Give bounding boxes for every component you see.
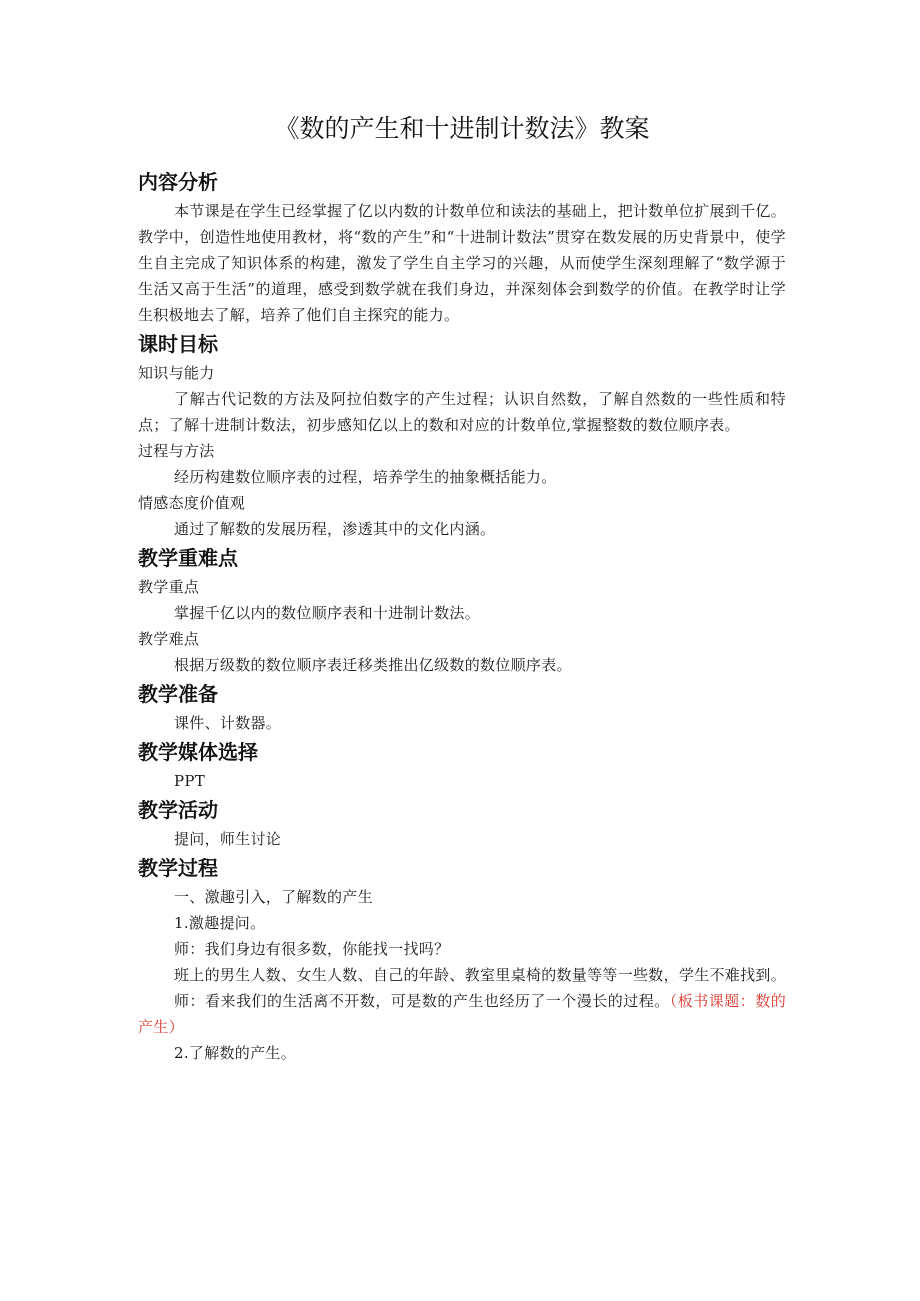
paragraph-preparation: 课件、计数器。 [174,714,282,732]
heading-activity: 教学活动 [138,798,218,822]
document-body [138,166,786,1066]
label-difficulty: 教学难点 [138,630,200,648]
heading-objectives: 课时目标 [138,332,218,356]
heading-media: 教学媒体选择 [138,740,258,764]
label-process-method: 过程与方法 [138,442,215,460]
teacher-remark-text: 师：看来我们的生活离不开数，可是数的产生也经历了一个漫长的过程。 [174,992,670,1010]
paragraph-difficulty: 根据万级数的数位顺序表迁移类推出亿级数的数位顺序表。 [174,656,572,674]
paragraph-media: PPT [174,772,206,790]
paragraph-student-answer: 班上的男生人数、女生人数、自己的年龄、教室里桌椅的数量等等一些数，学生不难找到。 [174,966,787,984]
paragraph-teacher-remark [138,988,786,1040]
heading-process: 教学过程 [138,856,218,880]
paragraph-step1-1: 1.激趣提问。 [174,914,266,932]
paragraph-emotion: 通过了解数的发展历程，渗透其中的文化内涵。 [174,520,496,538]
label-focus: 教学重点 [138,578,200,596]
heading-content-analysis: 内容分析 [138,170,218,194]
document-title: 《数的产生和十进制计数法》教案 [274,114,650,143]
paragraph-activity: 提问，师生讨论 [174,830,282,848]
paragraph-teacher-question: 师：我们身边有很多数，你能找一找吗？ [174,940,450,958]
label-emotion: 情感态度价值观 [138,494,246,512]
board-note: （板书课题：数的产生） [138,992,786,1036]
paragraph-process-method: 经历构建数位顺序表的过程，培养学生的抽象概括能力。 [174,468,557,486]
paragraph-step1-2: 2.了解数的产生。 [174,1044,297,1062]
label-knowledge: 知识与能力 [138,364,215,382]
paragraph-step1: 一、激趣引入，了解数的产生 [174,888,373,906]
heading-preparation: 教学准备 [138,682,218,706]
paragraph-content-analysis: 本节课是在学生已经掌握了亿以内数的计数单位和读法的基础上，把计数单位扩展到千亿。教学中，创造性地使用教材，将“数的产生”和“十进制计数法”贯穿在数发展的历史背景中，使学生自主完成了知识体系的构建，激发了学生自主学习的兴趣，从而使学生深刻理解了“数学源于生活又高于生活”的道理，感受到数学就在我们身边，并深刻体会到数学的价值。在教学时让学生积极地去了解，培养了他们自主探究的能力。 [138,202,787,324]
paragraph-focus: 掌握千亿以内的数位顺序表和十进制计数法。 [174,604,481,622]
paragraph-knowledge: 了解古代记数的方法及阿拉伯数字的产生过程；认识自然数，了解自然数的一些性质和特点；了解十进制计数法，初步感知亿以上的数和对应的计数单位,掌握整数的数位顺序表。 [138,390,786,434]
heading-key-points: 教学重难点 [138,546,238,570]
